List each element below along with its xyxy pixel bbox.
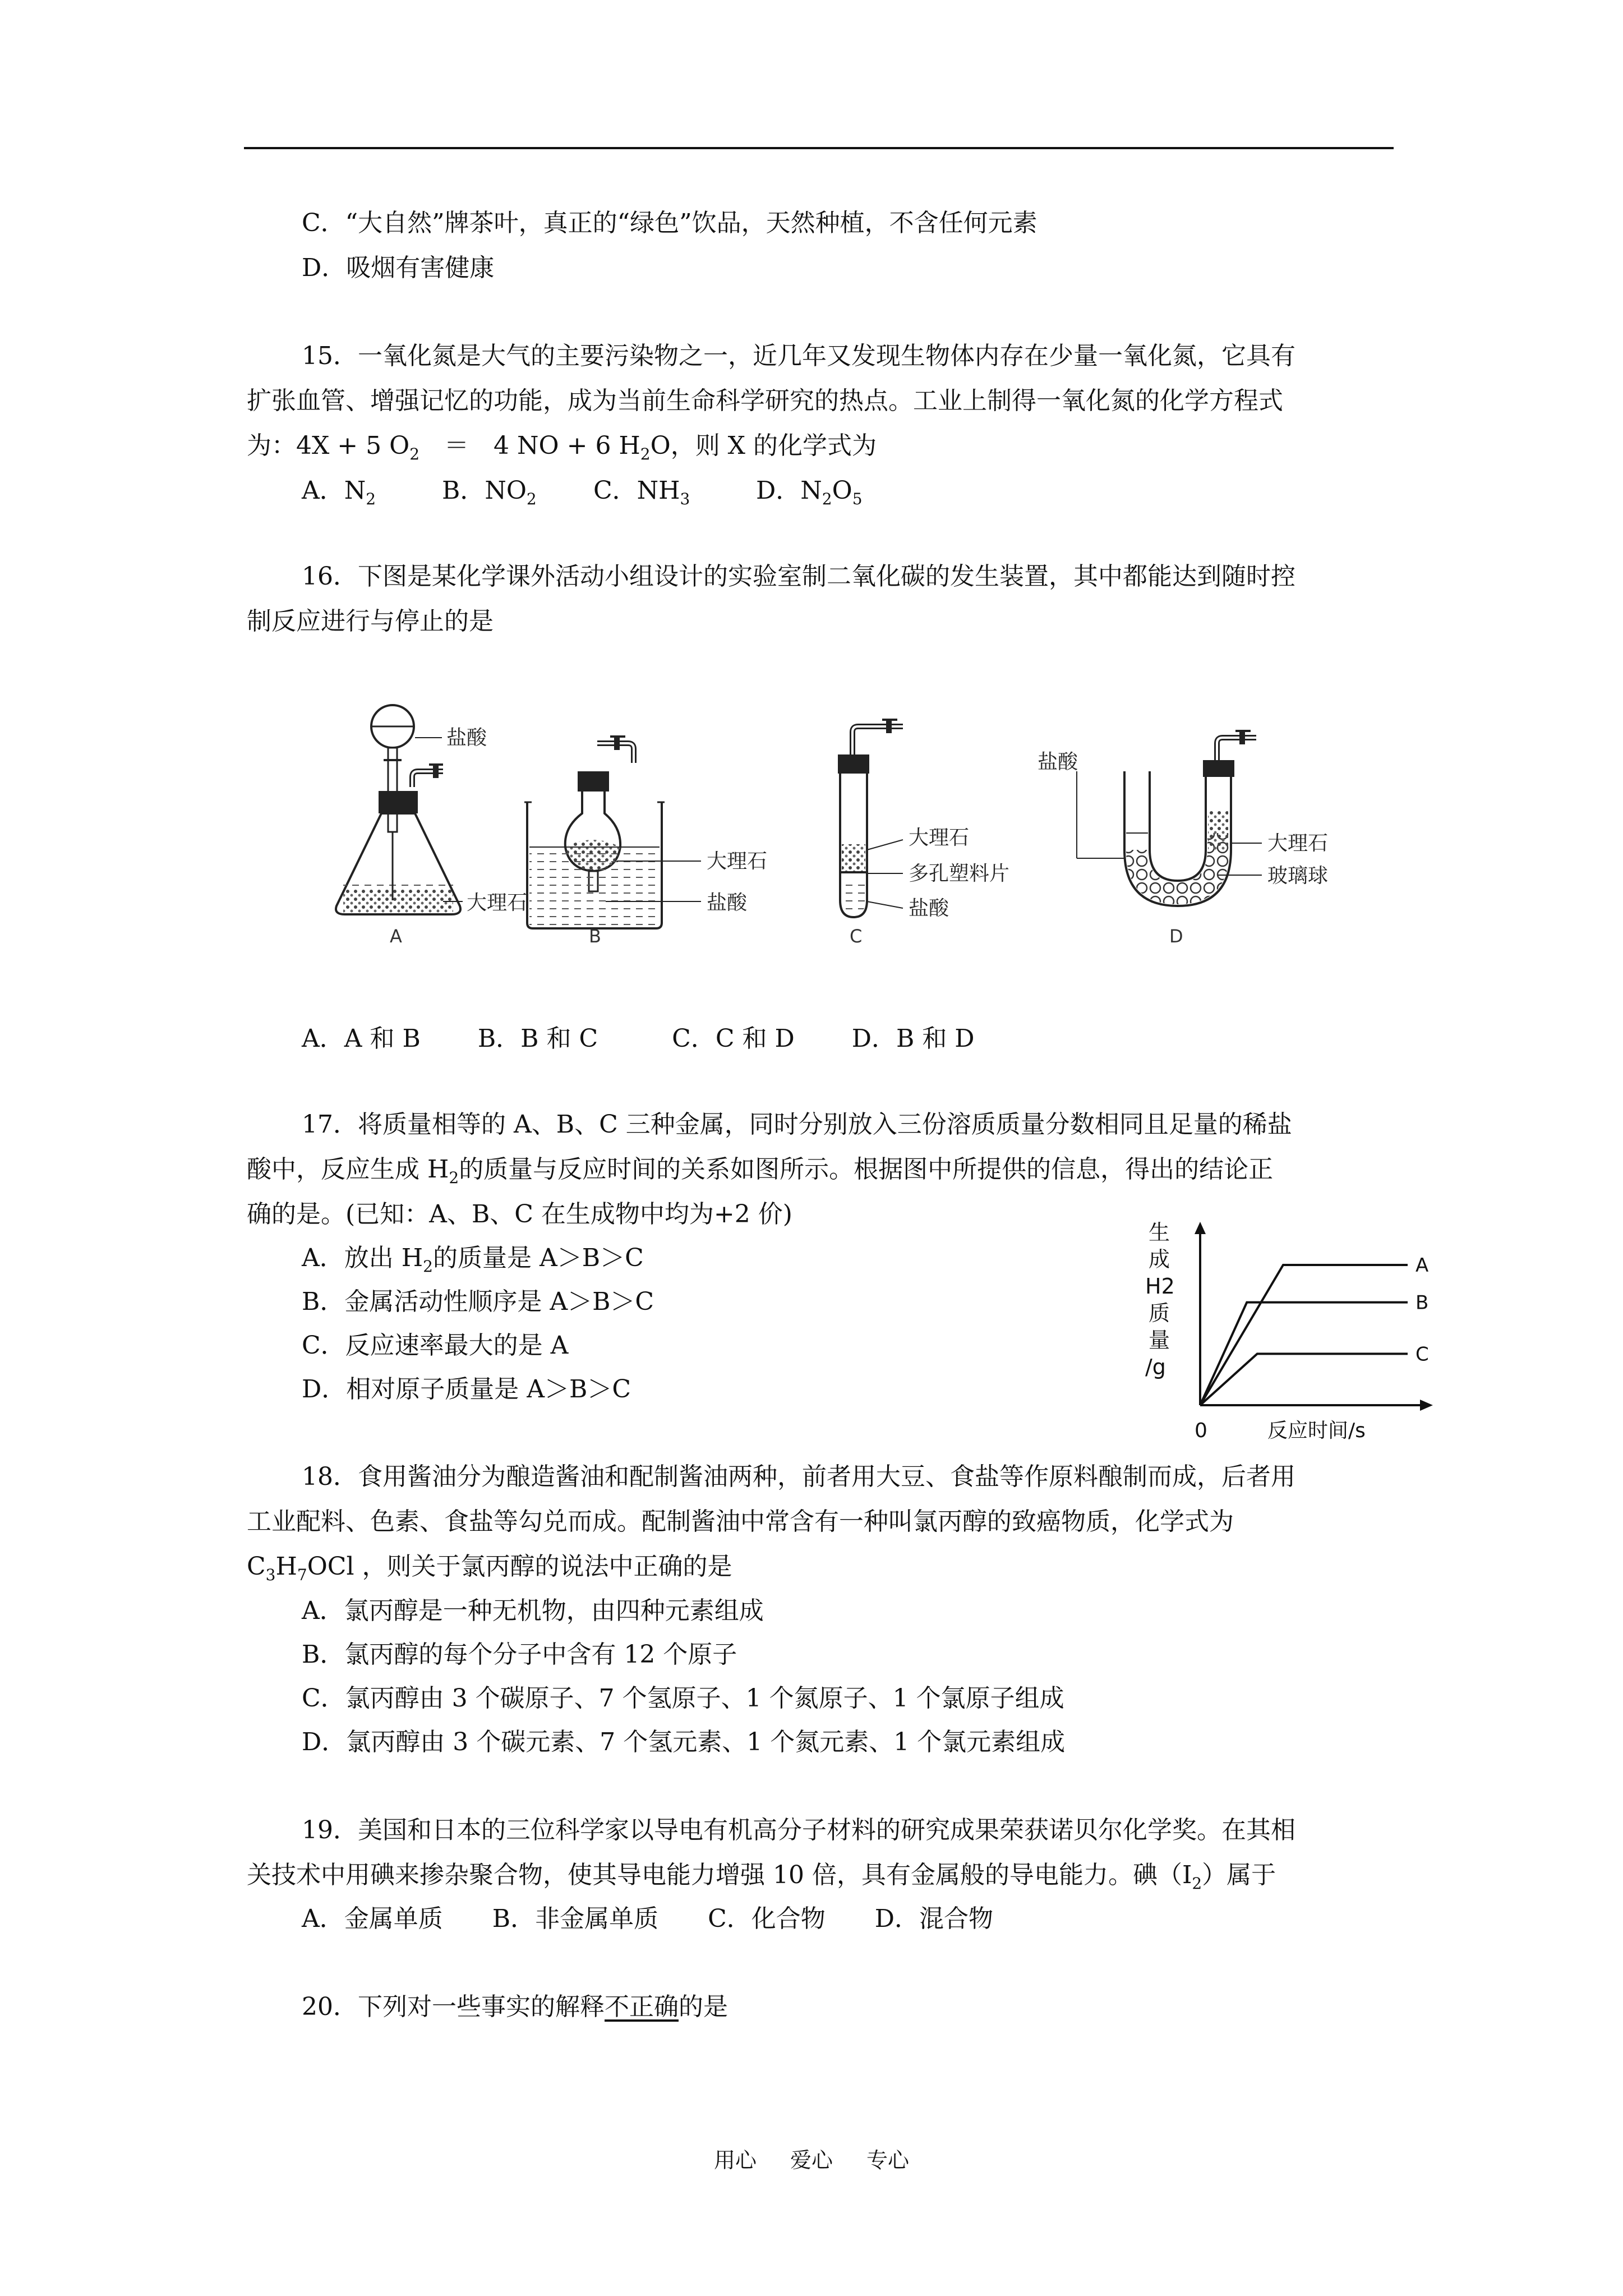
q20-underlined-text: 不正确 [605, 1993, 679, 2021]
q15-option-d: D．$N_2O_5$ [756, 476, 863, 508]
q16-options: A．A 和 B B．B 和 C C．C 和 D D．B 和 D [302, 1024, 975, 1053]
q18-option-c: C．氯丙醇由 3 个碳原子、7 个氢原子、1 个氮原子、1 个氯原子组成 [302, 1684, 1064, 1713]
q15-line1: 15．一氧化氮是大气的主要污染物之一，近几年又发现生物体内存在少量一氧化氮，它具有 [302, 342, 1295, 370]
q17-line1: 17．将质量相等的 A、B、C 三种金属，同时分别放入三份溶质质量分数相同且足量的稀盐 [302, 1110, 1292, 1139]
q17-option-b: B．金属活动性顺序是 A＞B＞C [302, 1287, 654, 1316]
label-b-marble: 大理石 [707, 850, 768, 873]
q15-option-a: A．$N_2$ [302, 476, 376, 508]
svg-text:生成H2质量/g: 生成 H2 质量/g [1145, 1220, 1175, 1379]
q17-line2: 酸中，反应生成 $H_2$的质量与反应时间的关系如图所示。根据图中所提供的信息，得出的结论正 [247, 1155, 1274, 1187]
footer-text-3: 专心 [866, 2148, 910, 2173]
footer-text-2: 爱心 [790, 2148, 833, 2173]
q16-line2: 制反应进行与停止的是 [247, 607, 494, 636]
q18-option-d: D．氯丙醇由 3 个碳元素、7 个氢元素、1 个氮元素、1 个氯元素组成 [302, 1728, 1066, 1756]
q17-option-a: A．放出 $H_2$的质量是 A＞B＞C [302, 1244, 644, 1276]
label-a-hydrochloric-acid: 盐酸 [446, 726, 487, 749]
q15-line2: 扩张血管、增强记忆的功能，成为当前生命科学研究的热点。工业上制得一氧化氮的化学方程式 [247, 386, 1283, 415]
label-c-marble: 大理石 [909, 826, 970, 849]
q14-option-d: D．吸烟有害健康 [302, 254, 495, 282]
q17-chart [1133, 1217, 1447, 1453]
label-c-porous-plate: 多孔塑料片 [909, 862, 1010, 885]
x-axis-label: 反应时间/s [1267, 1419, 1366, 1442]
y-axis-arrow [1195, 1222, 1206, 1234]
series-label-a: A [1415, 1254, 1429, 1277]
label-b-hydrochloric-acid: 盐酸 [707, 891, 748, 914]
y-axis-label [1145, 1220, 1175, 1379]
series-label-c: C [1415, 1343, 1429, 1366]
label-apparatus-c: C [850, 926, 863, 947]
q14-option-c: C．“大自然”牌茶叶，真正的“绿色”饮品，天然种植，不含任何元素 [302, 209, 1038, 237]
apparatus-a [336, 705, 527, 947]
label-apparatus-b: B [589, 926, 601, 947]
footer-text-1: 用心 [713, 2148, 757, 2173]
q18-formula-line: $C_3H_7OCl$ ，则关于氯丙醇的说法中正确的是 [247, 1552, 732, 1584]
x-axis-arrow [1420, 1400, 1433, 1411]
q19-line1: 19．美国和日本的三位科学家以导电有机高分子材料的研究成果荣获诺贝尔化学奖。在其相 [302, 1816, 1295, 1844]
header-rule [244, 147, 1394, 149]
q18-line2: 工业配料、色素、食盐等勾兑而成。配制酱油中常含有一种叫氯丙醇的致癌物质，化学式为 [247, 1507, 1234, 1536]
q18-option-b: B．氯丙醇的每个分子中含有 12 个原子 [302, 1640, 737, 1669]
q17-option-c: C．反应速率最大的是 A [302, 1331, 569, 1360]
series-line-c [1200, 1354, 1408, 1405]
q17-option-d: D．相对原子质量是 A＞B＞C [302, 1375, 631, 1404]
apparatus-b [524, 737, 767, 947]
label-c-hydrochloric-acid: 盐酸 [909, 897, 949, 920]
apparatus-c [838, 720, 1009, 947]
q19-line2: 关技术中用碘来掺杂聚合物，使其导电能力增强 10 倍，具有金属般的导电能力。碘$(I_2)$属于 [247, 1861, 1276, 1893]
q17-line3: 确的是。(已知：A、B、C 在生成物中均为+2 价) [247, 1200, 792, 1228]
apparatus-d [1038, 731, 1328, 947]
q15-equation: 为：4X + 5 $O_2$ ＝ 4 NO + 6 $H_2O$，则 X 的化学式为 [247, 431, 877, 463]
origin-label: 0 [1195, 1419, 1207, 1442]
label-d-glass-beads: 玻璃球 [1267, 864, 1329, 887]
q20-line: 20．下列对一些事实的解释不正确的是 [302, 1993, 728, 2021]
label-d-hydrochloric-acid: 盐酸 [1038, 751, 1078, 774]
label-a-marble: 大理石 [467, 891, 528, 914]
q15-option-c: C．$NH_3$ [593, 476, 690, 508]
q18-line1: 18．食用酱油分为酿造酱油和配制酱油两种，前者用大豆、食盐等作原料酿制而成，后者用 [302, 1462, 1295, 1491]
q18-option-a: A．氯丙醇是一种无机物，由四种元素组成 [302, 1596, 764, 1625]
q19-options: A．金属单质 B．非金属单质 C．化合物 D．混合物 [302, 1904, 994, 1933]
series-label-b: B [1415, 1291, 1429, 1314]
label-apparatus-a: A [390, 926, 402, 947]
page-footer [0, 2143, 1623, 2174]
label-d-marble: 大理石 [1267, 832, 1329, 855]
q15-option-b: B．$NO_2$ [442, 476, 537, 508]
q15-options [302, 474, 863, 508]
q16-line1: 16．下图是某化学课外活动小组设计的实验室制二氧化碳的发生装置，其中都能达到随时控 [302, 562, 1295, 591]
q16-apparatus-figure [314, 693, 1408, 962]
label-apparatus-d: D [1169, 926, 1183, 947]
